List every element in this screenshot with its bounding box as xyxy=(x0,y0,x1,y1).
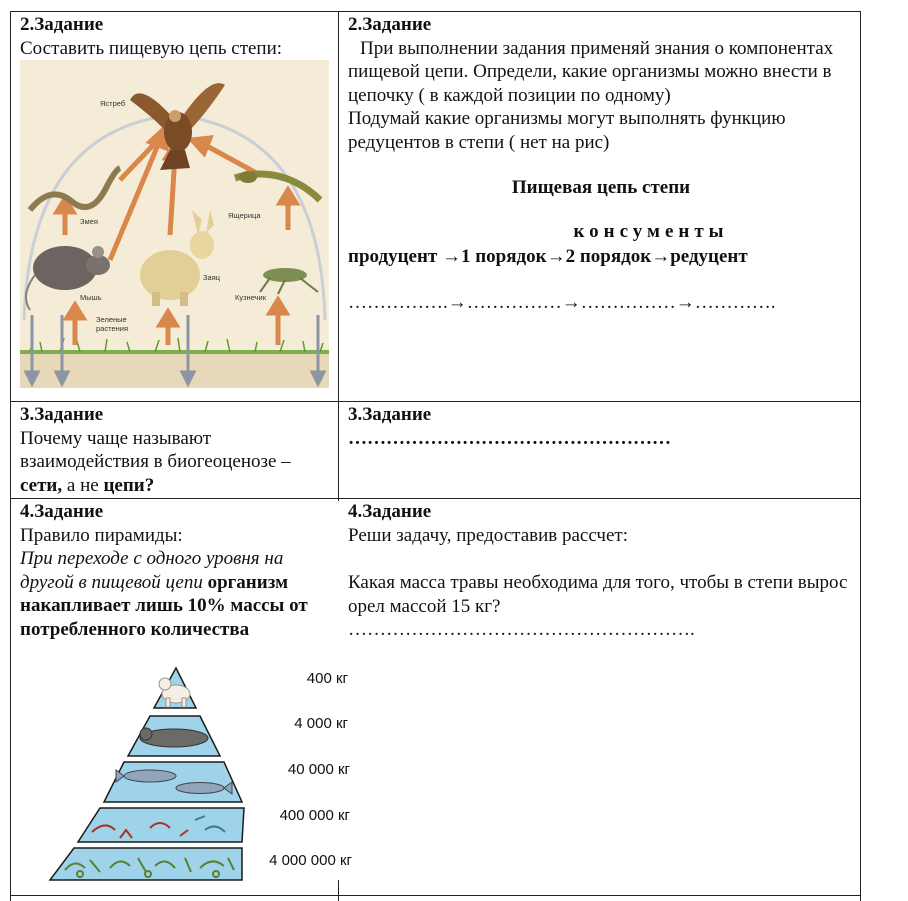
task4-instruction: Реши задачу, предоставив рассчет: xyxy=(348,524,628,546)
pyramid-rule-italic: При переходе с одного уровня на другой в пищевой цепи xyxy=(20,548,284,593)
ground xyxy=(20,350,329,388)
pyramid-label-level-2: 4 000 кг xyxy=(294,715,348,732)
label-snake: Змея xyxy=(80,217,98,226)
pyramid-graphic xyxy=(20,660,250,885)
label-hawk: Ястреб xyxy=(100,99,126,108)
pyramid-label-level-3: 40 000 кг xyxy=(287,761,350,778)
task4-right-cell xyxy=(348,500,854,642)
pyramid-label-level-4: 400 000 кг xyxy=(279,807,350,824)
task3-bold-chains: цепи? xyxy=(103,474,155,496)
consumers-heading: консументы xyxy=(573,220,729,242)
task2-left-text: Составить пищевую цепь степи: xyxy=(20,37,283,59)
table-border-left xyxy=(10,11,11,901)
task4-right-title: 4.Задание xyxy=(348,501,432,522)
task3-left-cell xyxy=(20,403,330,497)
pyramid-label-level-1: 400 кг xyxy=(306,670,348,687)
task4-left-title: 4.Задание xyxy=(20,501,104,522)
task3-right-cell xyxy=(348,403,854,450)
pyramid-level-3 xyxy=(104,762,242,802)
task2-left-title: 2.Задание xyxy=(20,14,104,35)
food-chain-illustration xyxy=(20,60,329,388)
chain-title: Пищевая цепь степи xyxy=(511,177,691,198)
table-column-divider xyxy=(338,11,339,501)
snake-icon xyxy=(30,168,120,210)
steppe-food-chain-figure xyxy=(20,60,329,388)
task4-left-cell xyxy=(20,500,332,641)
pyramid-rule-bold: организм накапливает лишь 10% массы от потребленного количества xyxy=(20,571,308,640)
pyramid-rule-heading: Правило пирамиды: xyxy=(20,524,183,546)
task2-right-title: 2.Задание xyxy=(348,14,432,35)
task3-question-b: а не xyxy=(62,474,104,496)
task3-question-a: Почему чаще называют взаимодействия в биогеоценозе – xyxy=(20,427,291,472)
task4-answer-blank[interactable]: ………………………………………………. xyxy=(348,619,695,640)
table-row-divider-2 xyxy=(10,498,861,499)
label-hare: Заяц xyxy=(203,273,221,282)
pyramid-label-level-5: 4 000 000 кг xyxy=(269,852,352,869)
grasshopper-icon xyxy=(260,268,318,294)
task2-right-cell xyxy=(348,13,854,314)
chain-blank-line: …………….→……………→……………→…………. xyxy=(348,291,776,313)
table-row-divider-1 xyxy=(10,401,861,402)
task3-answer-blank[interactable]: …………………………………………… xyxy=(348,427,671,449)
label-plants-1: Зеленые xyxy=(96,315,127,324)
table-row-divider-3 xyxy=(10,895,861,896)
table-border-right xyxy=(860,11,861,901)
hare-icon xyxy=(140,210,214,306)
task2-left-cell xyxy=(20,13,335,60)
task4-question: Какая масса травы необходима для того, чтобы в степи вырос орел массой 15 кг? xyxy=(348,572,848,617)
task2-right-paragraph-1: При выполнении задания применяй знания о компонентах пищевой цепи. Определи, какие организмы можно внести в цепочку ( в каждой позиции по одному) xyxy=(348,37,834,106)
task3-left-title: 3.Задание xyxy=(20,404,104,425)
table-border-top xyxy=(10,11,861,12)
lizard-icon xyxy=(235,171,320,200)
task3-bold-networks: сети, xyxy=(20,474,63,496)
chain-line: продуцент →1 порядок→2 порядок→редуцент xyxy=(348,246,748,267)
task3-right-title: 3.Задание xyxy=(348,404,432,425)
label-lizard: Ящерица xyxy=(228,211,261,220)
label-grasshopper: Кузнечик xyxy=(235,293,266,302)
ecological-pyramid xyxy=(20,660,360,890)
task2-right-paragraph-2: Подумай какие организмы могут выполнять функцию редуцентов в степи ( нет на рис) xyxy=(348,108,786,153)
label-plants-2: растения xyxy=(96,324,129,333)
label-mouse: Мышь xyxy=(80,293,102,302)
